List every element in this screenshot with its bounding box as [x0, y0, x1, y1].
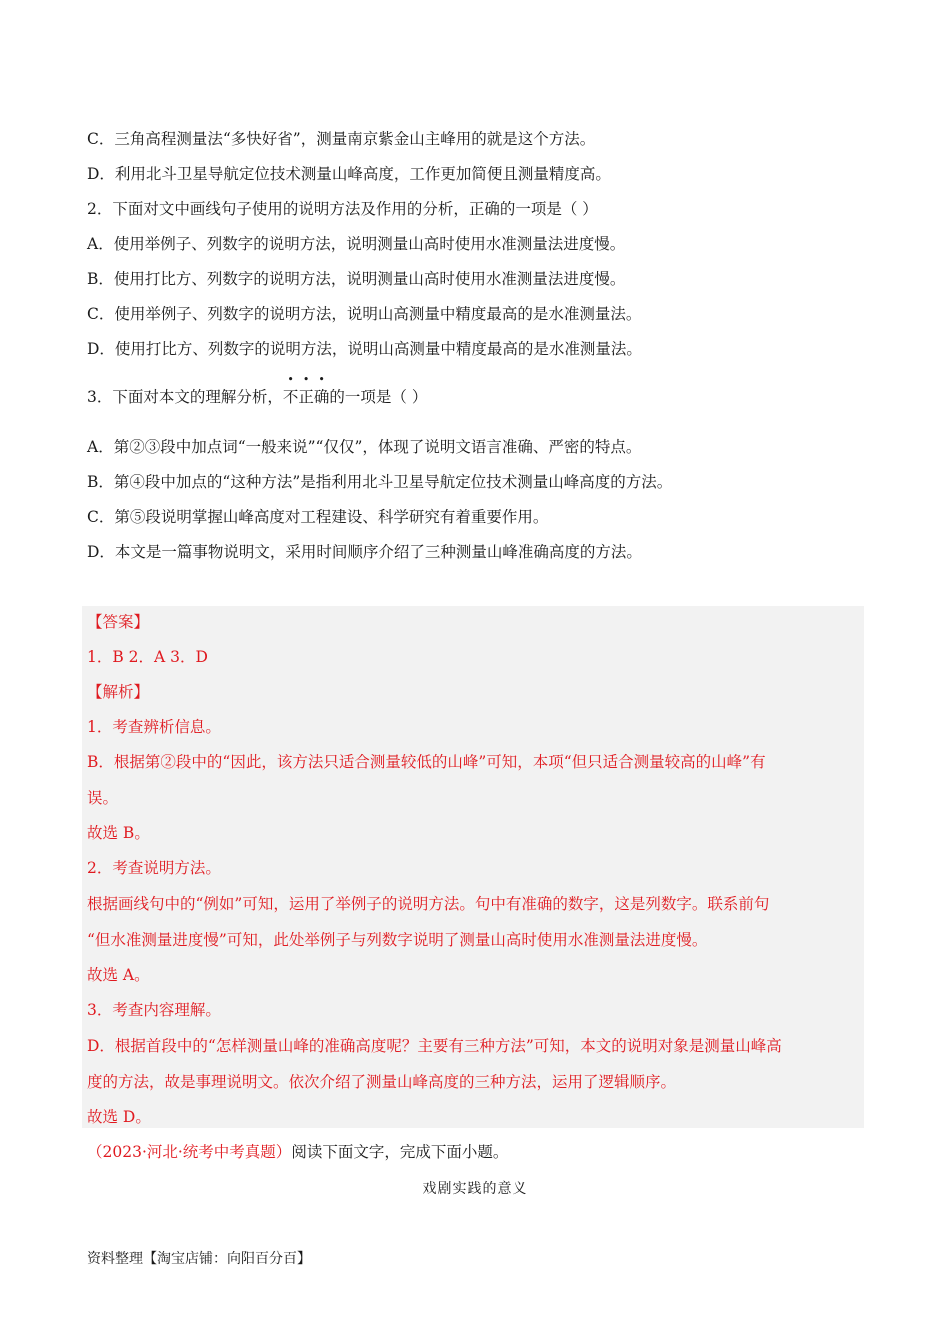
- passage-title: 戏剧实践的意义: [422, 1181, 528, 1197]
- q3-option-c: C．第⑤段说明掌握山峰高度对工程建设、科学研究有着重要作用。: [87, 508, 549, 526]
- instruction-text: 阅读下面文字，完成下面小题。: [291, 1143, 509, 1161]
- analysis-3-line: 度的方法，故是事理说明文。依次介绍了测量山峰高度的三种方法，运用了逻辑顺序。: [87, 1073, 677, 1091]
- analysis-header: 【解析】: [87, 683, 150, 701]
- q3-emph-char: 不: [282, 388, 299, 406]
- analysis-1-title: 1．考查辨析信息。: [87, 718, 221, 736]
- analysis-3-choice: 故选 D。: [87, 1108, 151, 1126]
- source-label: （2023·河北·统考中考真题）: [87, 1143, 292, 1161]
- analysis-1-line: B．根据第②段中的“因此，该方法只适合测量较低的山峰”可知，本项“但只适合测量较高的山峰”有: [87, 753, 766, 771]
- q2-option-c: C．使用举例子、列数字的说明方法，说明山高测量中精度最高的是水准测量法。: [87, 305, 642, 323]
- analysis-2-choice: 故选 A。: [87, 966, 150, 984]
- analysis-1-line: 误。: [87, 789, 119, 807]
- q2-option-a: A．使用举例子、列数字的说明方法，说明测量山高时使用水准测量法进度慢。: [87, 235, 626, 253]
- q3-option-d: D．本文是一篇事物说明文，采用时间顺序介绍了三种测量山峰准确高度的方法。: [87, 543, 642, 561]
- analysis-2-line: “但水准测量进度慢”可知，此处举例子与列数字说明了测量山高时使用水准测量法进度慢。: [87, 931, 708, 949]
- analysis-1-choice: 故选 B。: [87, 824, 150, 842]
- q2-option-b: B．使用打比方、列数字的说明方法，说明测量山高时使用水准测量法进度慢。: [87, 270, 626, 288]
- q3-emph-char: 正: [298, 388, 314, 406]
- q1-option-c: C．三角高程测量法“多快好省”，测量南京紫金山主峰用的就是这个方法。: [87, 130, 596, 148]
- q3-stem: [87, 387, 427, 407]
- q3-option-b: B．第④段中加点的“这种方法”是指利用北斗卫星导航定位技术测量山峰高度的方法。: [87, 473, 673, 491]
- page-footer: 资料整理【淘宝店铺：向阳百分百】: [87, 1251, 311, 1267]
- q3-stem-pre: 3．下面对本文的理解分析，: [87, 388, 283, 406]
- answer-header: 【答案】: [87, 613, 150, 631]
- q1-option-d: D．利用北斗卫星导航定位技术测量山峰高度，工作更加简便且测量精度高。: [87, 165, 611, 183]
- q2-option-d: D．使用打比方、列数字的说明方法，说明山高测量中精度最高的是水准测量法。: [87, 340, 642, 358]
- analysis-3-line: D．根据首段中的“怎样测量山峰的准确高度呢？主要有三种方法”可知，本文的说明对象是测量山峰高: [87, 1037, 782, 1055]
- analysis-2-line: 根据画线句中的“例如”可知，运用了举例子的说明方法。句中有准确的数字，这是列数字。联系前句: [87, 895, 770, 913]
- q3-stem-post: 的一项是（ ）: [329, 388, 428, 406]
- analysis-2-title: 2．考查说明方法。: [87, 859, 221, 877]
- next-question-intro: [87, 1142, 508, 1162]
- answer-values: 1．B 2．A 3．D: [87, 648, 208, 666]
- q3-emph-char: 确: [313, 388, 330, 406]
- q3-option-a: A．第②③段中加点词“一般来说”“仅仅”，体现了说明文语言准确、严密的特点。: [87, 438, 642, 456]
- analysis-3-title: 3．考查内容理解。: [87, 1001, 221, 1019]
- q2-stem: 2．下面对文中画线句子使用的说明方法及作用的分析，正确的一项是（ ）: [87, 200, 598, 218]
